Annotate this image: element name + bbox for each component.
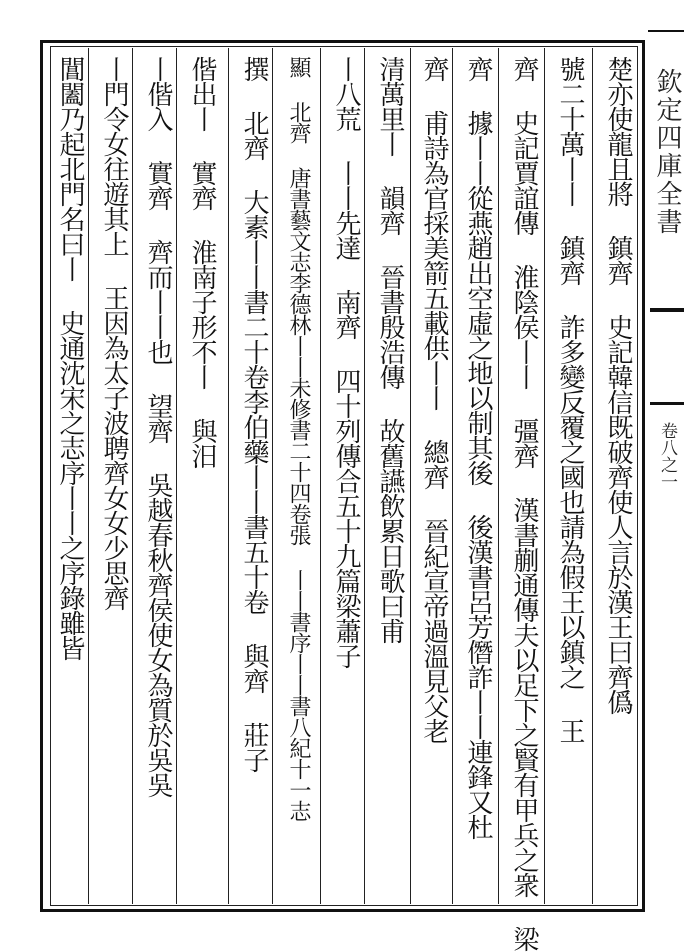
column-text: 丨門令女往遊其上 王因為太子波聘齊女女少思齊	[99, 56, 129, 610]
text-column-13	[48, 56, 88, 896]
text-column-12	[92, 56, 136, 896]
text-column-4	[456, 56, 500, 896]
column-text: 丨八荒 丨丨先達 南齊 四十列傳合五十九篇梁蕭子	[331, 56, 361, 668]
text-column-2	[548, 56, 592, 896]
book-title: 欽定四庫全書	[652, 68, 682, 236]
text-column-11	[136, 56, 180, 896]
column-rule	[228, 48, 229, 904]
column-text: 齊 史記賈誼傳 淮陰侯丨丨 彊齊 漢書蒯通傳夫以足下之賢有甲兵之衆 梁	[509, 56, 539, 951]
margin-strip	[648, 30, 684, 930]
text-column-8	[276, 56, 320, 896]
column-text: 清萬里丨 韻齊 晉書殷浩傳 故舊讌飲累日歌曰甫	[375, 56, 405, 643]
text-column-5	[412, 56, 456, 896]
column-text: 閶闔乃起北門名曰丨 史通沈宋之志序丨丨之序錄雖皆	[55, 56, 85, 660]
fish-tail-mark	[650, 308, 684, 312]
column-text: 丨偕入 實齊 齊而丨丨也 望齊 吳越春秋齊侯使女為質於吳吳	[143, 56, 173, 797]
column-text: 偕出丨 實齊 淮南子形不丨 與汨	[187, 56, 217, 468]
column-text: 號二十萬丨丨 鎮齊 詐多變反覆之國也請為假王以鎮之 王	[555, 56, 585, 743]
column-text: 齊 據丨丨從燕趙出空虛之地以制其後 後漢書呂芳僭詐丨丨連鋒又杜	[463, 56, 493, 839]
text-column-3	[502, 56, 546, 951]
juan-label: 卷八之一	[657, 422, 677, 490]
text-column-6	[368, 56, 412, 896]
column-rule	[320, 48, 321, 904]
column-text: 顯 北齊 唐書藝文志李德林丨丨未修書二十四卷張 丨丨書序丨丨書八紀十一志	[286, 56, 311, 821]
text-column-10	[180, 56, 224, 896]
text-column-1	[596, 56, 640, 896]
column-rule	[592, 48, 593, 904]
text-column-9	[232, 56, 276, 896]
column-text: 撰 北齊 大素丨丨書二十卷李伯藥丨丨書五十卷 與齊 莊子	[239, 56, 269, 772]
column-text: 齊 甫詩為官採美箭五載供丨丨 總齊 晉紀宣帝過溫見父老	[419, 56, 449, 743]
column-text: 楚亦使龍且將 鎮齊 史記韓信既破齊使人言於漢王曰齊僞	[603, 56, 633, 714]
fish-tail-mark	[650, 402, 684, 405]
text-column-7	[324, 56, 368, 896]
margin-rule	[648, 30, 684, 32]
